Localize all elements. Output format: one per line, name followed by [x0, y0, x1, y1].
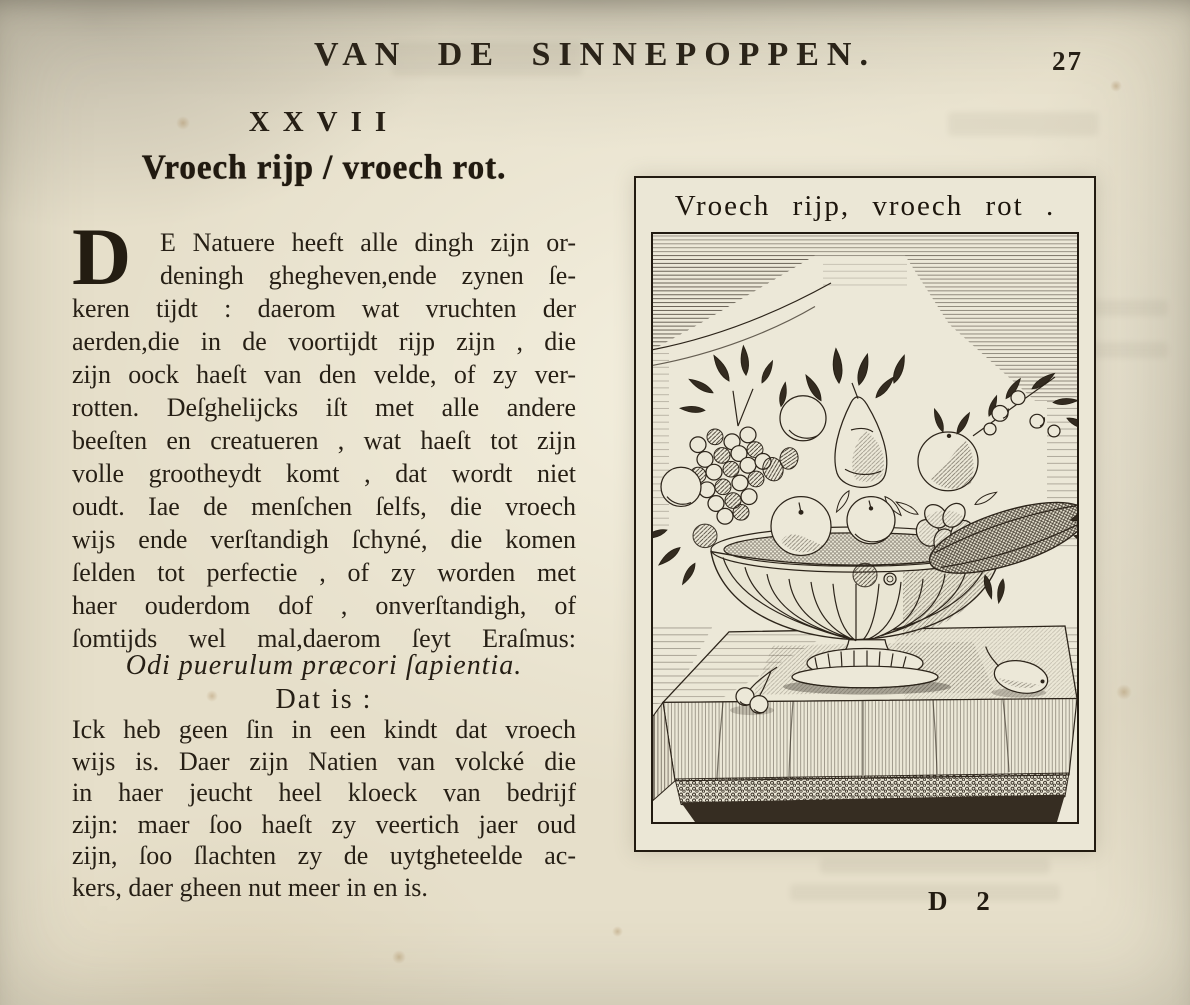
- text-line: Ick heb geen ſin in een kindt dat vroech: [72, 715, 576, 744]
- text-line: zijn: maer ſoo haeſt zy veertich jaer oud: [72, 809, 576, 839]
- show-through-smudge: [1088, 342, 1168, 358]
- motto-blackletter: Vroech rijp / vroech rot.: [141, 148, 507, 188]
- foxing-spot: [612, 926, 623, 937]
- text-line: aerden,die in de voortijdt rijp zijn , die: [72, 327, 576, 356]
- text-line: in haer jeucht heel kloeck van bedrijf: [72, 778, 576, 807]
- signature-mark: D 2: [928, 886, 991, 916]
- drop-cap: D: [72, 211, 132, 302]
- fruit-bowl-engraving: [653, 234, 1077, 822]
- section-number: XXVII: [248, 106, 400, 138]
- show-through-smudge: [1088, 300, 1168, 316]
- emblem-caption: Vroech rijp, vroech rot .: [674, 190, 1056, 222]
- text-line: wijs is. Daer zijn Natien van volcké die: [72, 746, 576, 776]
- text-line: volle grootheydt komt , dat wordt niet: [72, 459, 576, 488]
- text-line: ſomtijds wel mal,daerom ſeyt Eraſmus:: [72, 624, 576, 653]
- show-through-smudge: [790, 884, 1060, 901]
- text-line: zijn, ſoo ſlachten zy de uytgheteelde ac-: [72, 841, 576, 870]
- show-through-smudge: [820, 858, 1050, 874]
- text-line: wijs ende verſtandigh ſchyné, die komen: [72, 525, 576, 554]
- text-line: E Natuere heeft alle dingh zijn or-: [160, 228, 576, 257]
- translation-intro: Dat is :: [275, 684, 373, 715]
- foxing-spot: [1116, 684, 1132, 700]
- emblem-plate: [634, 176, 1096, 852]
- running-header: VAN DE SINNEPOPPEN.: [314, 36, 876, 73]
- emblem-picture-frame: [651, 232, 1079, 824]
- paragraph-1: [72, 211, 576, 655]
- text-line: ſelden tot perfectie , of zy worden met: [72, 558, 576, 587]
- text-line: zijn oock haeſt van den velde, of zy ver-: [72, 360, 576, 389]
- page-number: 27: [1052, 46, 1083, 76]
- text-line: deningh ghegheven,ende zynen ſe-: [160, 261, 576, 290]
- text-line: oudt. Iae de menſchen ſelfs, die vroech: [72, 492, 576, 521]
- foxing-spot: [1110, 80, 1122, 92]
- text-line: haer ouderdom dof , onverſtandigh, of: [72, 591, 576, 620]
- foxing-spot: [392, 950, 406, 964]
- text-line: beeſten en creatueren , wat haeſt tot zijn: [72, 426, 576, 455]
- latin-quote: Odi puerulum præcori ſapientia.: [125, 650, 523, 681]
- text-line: kers, daer gheen nut meer in en is.: [72, 872, 428, 902]
- text-line: rotten. Deſghelijcks iſt met alle andere: [72, 393, 576, 422]
- paragraph-2: [72, 714, 576, 903]
- text-line: keren tijdt : daerom wat vruchten der: [72, 294, 576, 323]
- show-through-smudge: [948, 112, 1098, 136]
